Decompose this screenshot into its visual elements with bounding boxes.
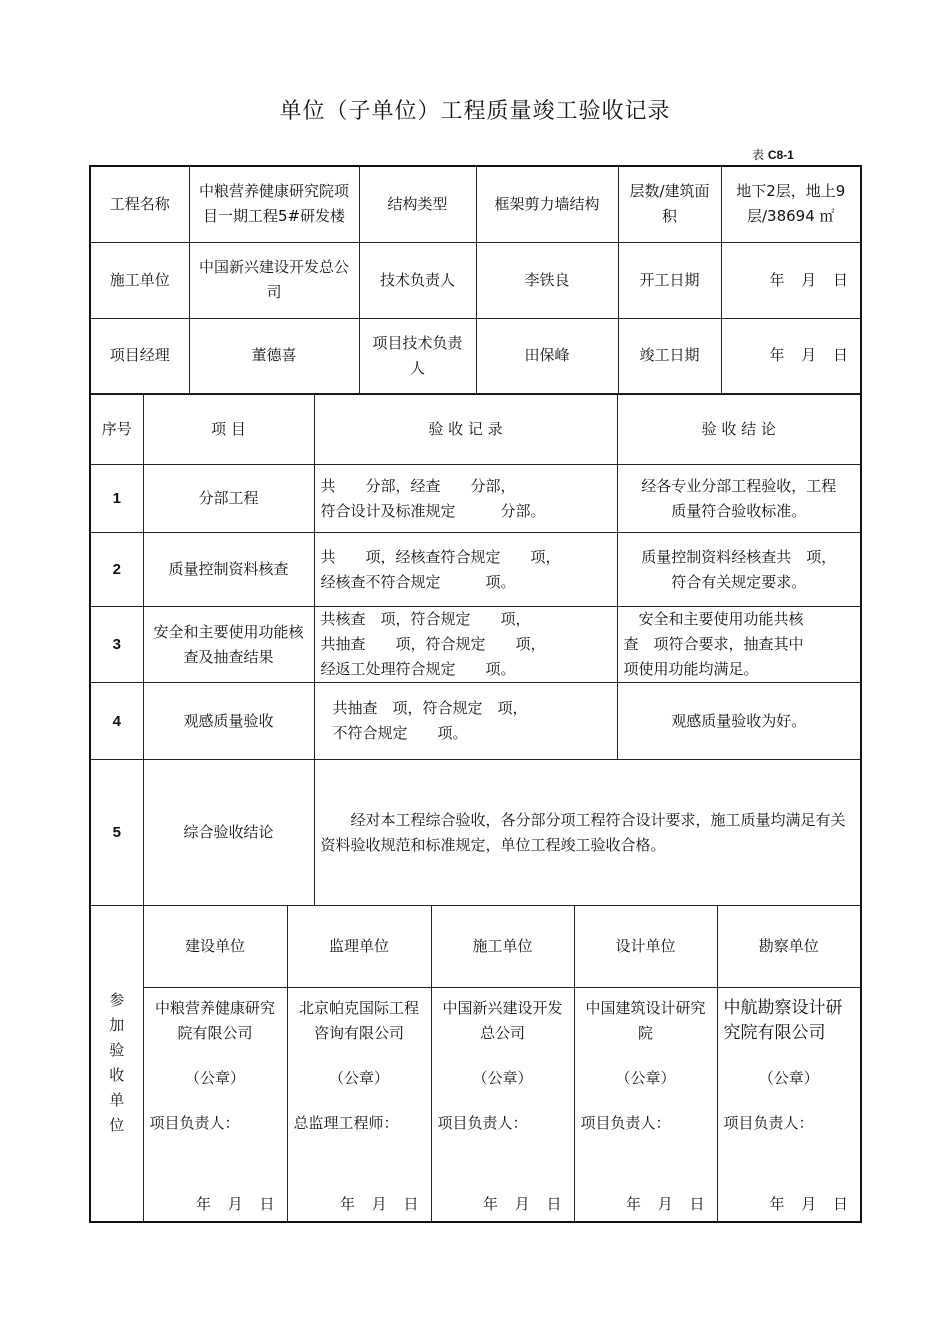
responsible-label: 项目负责人： [149, 1114, 240, 1132]
tech-lead-label: 技术负责人 [359, 242, 476, 318]
unit-name: 中国建筑设计研究院 [585, 999, 706, 1042]
item-no: 4 [90, 683, 143, 760]
participant-unit-cell[interactable] [431, 988, 574, 1222]
tech-lead-value: 李铁良 [476, 242, 618, 318]
sign-date: 年 月 日 [625, 1194, 705, 1213]
seal-label: （公章） [328, 1069, 389, 1087]
participant-unit-cell[interactable] [287, 988, 431, 1222]
role-label: 施工单位 [431, 906, 574, 988]
floors-label: 层数/建筑面积 [618, 166, 721, 242]
participants-table [89, 905, 862, 1223]
sign-date: 年 月 日 [769, 1194, 848, 1213]
role-label: 建设单位 [143, 906, 287, 988]
unit-name: 中粮营养健康研究院有限公司 [154, 999, 275, 1042]
conclusion-line: 经各专业分部工程验收，工程 [641, 476, 837, 495]
proj-tech-label: 项目技术负责人 [359, 318, 476, 394]
item-conclusion[interactable] [617, 465, 861, 533]
project-name-label: 工程名称 [90, 166, 189, 242]
responsible-label: 项目负责人： [437, 1114, 528, 1132]
participant-unit-cell[interactable] [143, 988, 287, 1222]
floors-value: 地下2层，地上9层/38694 ㎡ [721, 166, 861, 242]
end-date-label: 竣工日期 [618, 318, 721, 394]
overall-conclusion[interactable] [314, 760, 861, 906]
items-table [89, 393, 862, 906]
pm-label: 项目经理 [90, 318, 189, 394]
conclusion-line: 符合有关规定要求。 [671, 572, 807, 591]
start-date-label: 开工日期 [618, 242, 721, 318]
project-name: 中粮营养健康研究院项目一期工程5#研发楼 [189, 166, 359, 242]
role-label: 监理单位 [287, 906, 431, 988]
sign-date: 年 月 日 [482, 1194, 562, 1213]
record-line: 不符合规定 项。 [332, 724, 468, 742]
record-line: 共核查 项，符合规定 项， [320, 610, 531, 628]
table-row [90, 533, 861, 607]
header-table [89, 165, 862, 395]
conclusion-line: 观感质量验收为好。 [671, 711, 807, 730]
seal-label: （公章） [758, 1069, 819, 1087]
conclusion-line: 安全和主要使用功能共核 [623, 610, 804, 628]
sign-date: 年 月 日 [339, 1194, 419, 1213]
participants-label-cell [90, 906, 143, 1222]
item-no: 5 [90, 760, 143, 906]
col-conclusion-header: 验 收 结 论 [617, 394, 861, 465]
record-line: 共抽查 项，符合规定 项， [320, 635, 546, 653]
unit-name: 中国新兴建设开发总公司 [442, 999, 563, 1042]
form-number [752, 146, 794, 163]
record-line: 共 分部，经查 分部， [320, 476, 516, 495]
proj-tech-value: 田保峰 [476, 318, 618, 394]
col-record-header: 验 收 记 录 [314, 394, 617, 465]
unit-name: 中航勘察设计研究院有限公司 [723, 998, 843, 1043]
participants-label: 参加验收单位 [109, 991, 125, 1135]
structure-value: 框架剪力墙结构 [476, 166, 618, 242]
form-prefix: 表 [752, 148, 765, 162]
start-date-value[interactable]: 年 月 日 [721, 242, 861, 318]
col-no-header: 序号 [90, 394, 143, 465]
conclusion-line: 项使用功能均满足。 [623, 660, 759, 678]
pm-value: 董德喜 [189, 318, 359, 394]
overall-conclusion-text: 经对本工程综合验收，各分部分项工程符合设计要求，施工质量均满足有关资料验收规范和标准规定，单位工程竣工验收合格。 [320, 810, 846, 854]
item-no: 3 [90, 607, 143, 683]
table-row [90, 683, 861, 760]
participant-unit-cell[interactable] [574, 988, 717, 1222]
seal-label: （公章） [615, 1069, 676, 1087]
end-date-value[interactable]: 年 月 日 [721, 318, 861, 394]
builder-value: 中国新兴建设开发总公司 [189, 242, 359, 318]
item-name: 质量控制资料核查 [143, 533, 314, 607]
responsible-label: 总监理工程师： [293, 1114, 399, 1132]
responsible-label: 项目负责人： [580, 1114, 671, 1132]
item-conclusion[interactable] [617, 607, 861, 683]
item-name: 观感质量验收 [143, 683, 314, 760]
conclusion-line: 质量符合验收标准。 [671, 501, 807, 520]
responsible-label: 项目负责人： [723, 1114, 814, 1132]
item-name: 分部工程 [143, 465, 314, 533]
item-record[interactable] [314, 465, 617, 533]
item-name: 综合验收结论 [143, 760, 314, 906]
builder-label: 施工单位 [90, 242, 189, 318]
conclusion-line: 查 项符合要求，抽查其中 [623, 635, 804, 653]
item-record[interactable] [314, 607, 617, 683]
conclusion-line: 质量控制资料经核查共 项， [641, 547, 837, 566]
form-code: C8-1 [767, 148, 794, 162]
sign-date: 年 月 日 [195, 1194, 275, 1213]
col-item-header: 项 目 [143, 394, 314, 465]
record-line: 经返工处理符合规定 项。 [320, 660, 516, 678]
table-row [90, 465, 861, 533]
unit-name: 北京帕克国际工程咨询有限公司 [298, 999, 419, 1042]
participant-unit-cell[interactable] [717, 988, 861, 1222]
role-label: 设计单位 [574, 906, 717, 988]
item-no: 2 [90, 533, 143, 607]
item-no: 1 [90, 465, 143, 533]
record-line: 经核查不符合规定 项。 [320, 572, 516, 591]
items-header-row [90, 394, 861, 465]
record-line: 符合设计及标准规定 分部。 [320, 501, 546, 520]
role-label: 勘察单位 [717, 906, 861, 988]
seal-label: （公章） [472, 1069, 533, 1087]
item-conclusion[interactable] [617, 683, 861, 760]
table-row [90, 760, 861, 906]
item-record[interactable] [314, 683, 617, 760]
item-record[interactable] [314, 533, 617, 607]
seal-label: （公章） [184, 1069, 245, 1087]
item-conclusion[interactable] [617, 533, 861, 607]
record-line: 共 项，经核查符合规定 项， [320, 547, 561, 566]
page-title: 单位（子单位）工程质量竣工验收记录 [279, 99, 671, 124]
structure-label: 结构类型 [359, 166, 476, 242]
item-name: 安全和主要使用功能核查及抽查结果 [143, 607, 314, 683]
record-line: 共抽查 项，符合规定 项， [332, 699, 528, 717]
table-row [90, 607, 861, 683]
